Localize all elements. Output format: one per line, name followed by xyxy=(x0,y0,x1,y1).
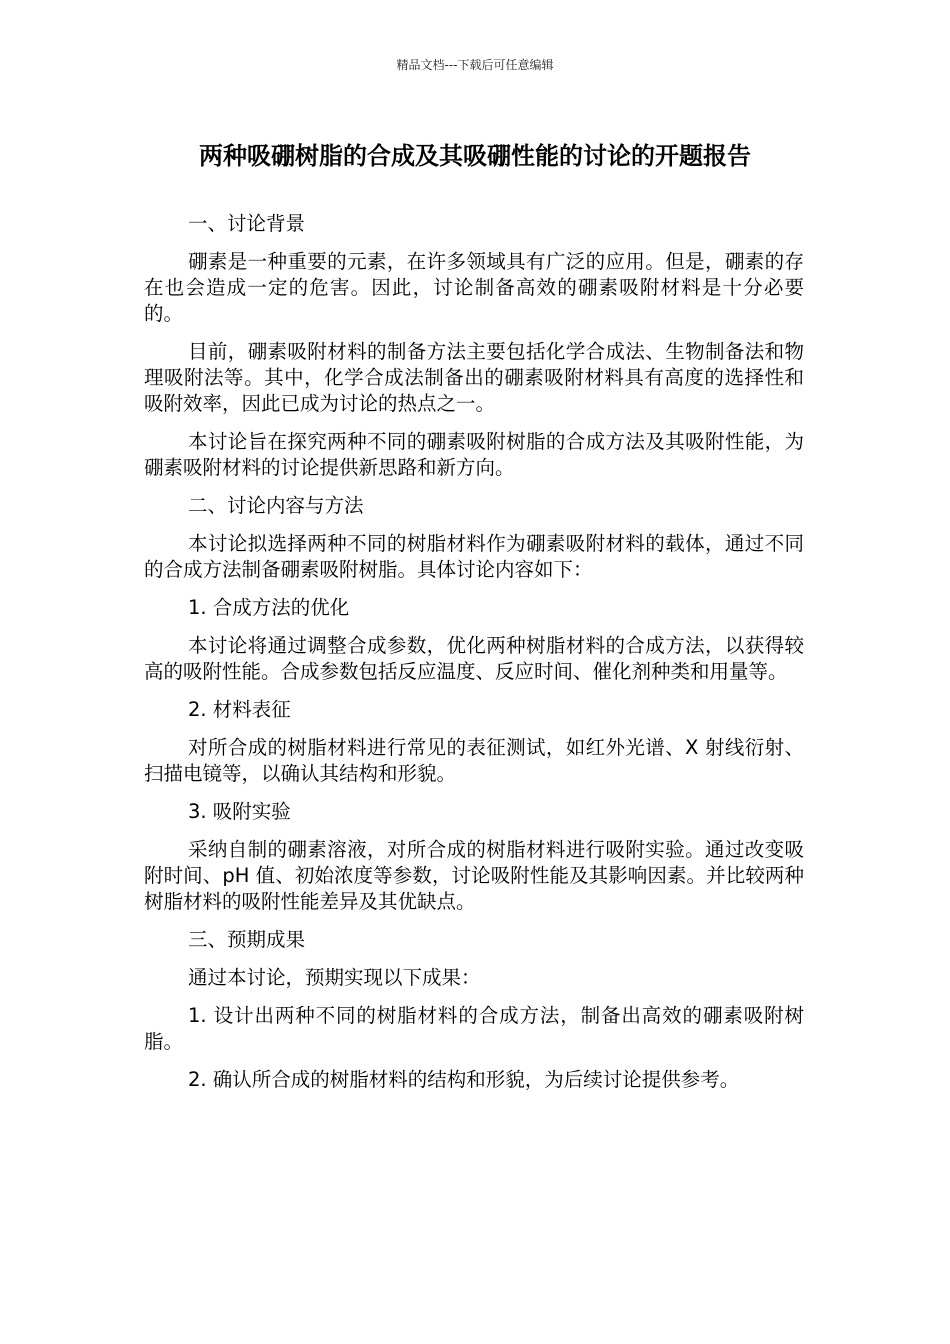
page-header: 精品文档---下载后可任意编辑 xyxy=(396,58,554,72)
paragraph: 目前，硼素吸附材料的制备方法主要包括化学合成法、生物制备法和物理吸附法等。其中，化学合成法制备出的硼素吸附材料具有高度的选择性和吸附效率，因此已成为讨论的热点之一。 xyxy=(144,340,804,415)
section-heading-background: 一、讨论背景 xyxy=(188,212,306,235)
list-item: 1. 设计出两种不同的树脂材料的合成方法，制备出高效的硼素吸附树脂。 xyxy=(144,1004,804,1053)
document-title: 两种吸硼树脂的合成及其吸硼性能的讨论的开题报告 xyxy=(199,142,751,170)
section-heading-content-method: 二、讨论内容与方法 xyxy=(188,494,364,517)
paragraph: 硼素是一种重要的元素，在许多领域具有广泛的应用。但是，硼素的存在也会造成一定的危害。因此，讨论制备高效的硼素吸附材料是十分必要的。 xyxy=(144,250,804,325)
paragraph: 本讨论旨在探究两种不同的硼素吸附树脂的合成方法及其吸附性能，为硼素吸附材料的讨论提供新思路和新方向。 xyxy=(144,430,804,479)
section-heading-expected-results: 三、预期成果 xyxy=(188,928,306,951)
paragraph: 本讨论将通过调整合成参数，优化两种树脂材料的合成方法，以获得较高的吸附性能。合成参数包括反应温度、反应时间、催化剂种类和用量等。 xyxy=(144,634,804,683)
paragraph: 对所合成的树脂材料进行常见的表征测试，如红外光谱、X 射线衍射、扫描电镜等，以确认其结构和形貌。 xyxy=(144,736,804,785)
subheading-adsorption: 3. 吸附实验 xyxy=(188,800,291,823)
paragraph: 采纳自制的硼素溶液，对所合成的树脂材料进行吸附实验。通过改变吸附时间、pH 值、初始浓度等参数，讨论吸附性能及其影响因素。并比较两种树脂材料的吸附性能差异及其优缺点。 xyxy=(144,838,804,913)
list-item: 2. 确认所合成的树脂材料的结构和形貌，为后续讨论提供参考。 xyxy=(188,1068,740,1091)
paragraph: 通过本讨论，预期实现以下成果： xyxy=(188,966,481,989)
subheading-characterization: 2. 材料表征 xyxy=(188,698,291,721)
subheading-synthesis: 1. 合成方法的优化 xyxy=(188,596,350,619)
paragraph: 本讨论拟选择两种不同的树脂材料作为硼素吸附材料的载体，通过不同的合成方法制备硼素吸附树脂。具体讨论内容如下： xyxy=(144,532,804,581)
document-body xyxy=(144,211,804,1105)
